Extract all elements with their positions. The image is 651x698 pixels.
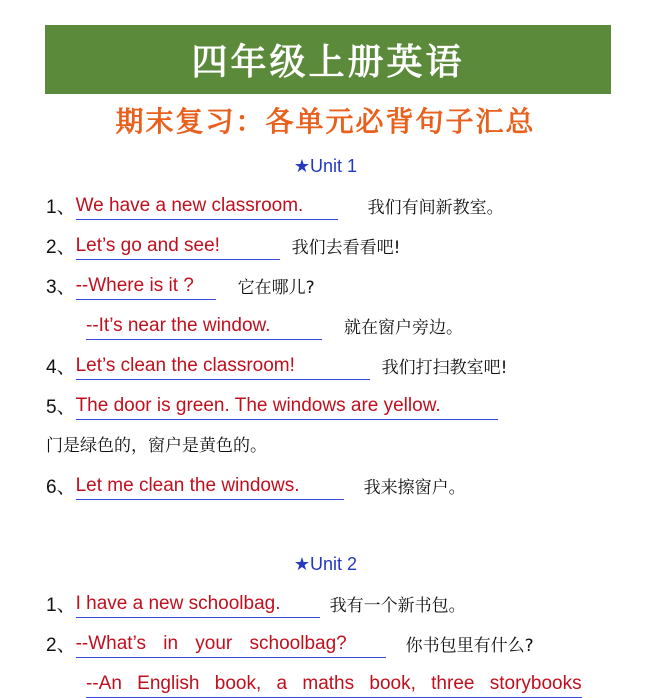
chinese-translation: 就在窗户旁边。 <box>344 318 463 338</box>
item-number: 5、 <box>46 397 76 418</box>
chinese-translation: 我们有间新教室。 <box>367 198 504 218</box>
unit-2-heading: ★Unit 2 <box>293 554 358 574</box>
unit-1-sentence-3 <box>46 272 315 300</box>
chinese-translation: 我有一个新书包。 <box>329 596 466 616</box>
title-banner <box>45 25 611 94</box>
unit-1-sentence-6 <box>46 472 466 500</box>
item-number: 1、 <box>46 197 76 218</box>
english-sentence: I have a new schoolbag. <box>76 592 320 618</box>
english-sentence: We have a new classroom. <box>76 194 338 220</box>
item-number: 4、 <box>46 357 76 378</box>
english-sentence: Let’s go and see! <box>76 234 280 260</box>
unit-1-sentence-5 <box>46 392 498 420</box>
item-number: 1、 <box>46 595 76 616</box>
chinese-translation: 我们打扫教室吧! <box>381 358 508 378</box>
english-sentence: --Where is it ? <box>76 274 216 300</box>
unit-1-heading: ★Unit 1 <box>293 156 358 176</box>
english-sentence: --An English book, a maths book, three storybooks <box>86 672 582 698</box>
unit-1-sentence-4 <box>46 352 507 380</box>
item-number: 3、 <box>46 277 76 298</box>
chinese-translation: 门是绿色的，窗户是黄色的。 <box>46 436 267 456</box>
chinese-translation: 它在哪儿? <box>237 278 315 298</box>
english-sentence: Let me clean the windows. <box>76 474 344 500</box>
unit-1-sentence-2 <box>46 232 400 260</box>
unit-1-sentence-3-answer <box>86 312 463 340</box>
unit-2-sentence-2-answer <box>86 670 582 698</box>
chinese-translation: 我来擦窗户。 <box>363 478 466 498</box>
unit-2-sentence-1 <box>46 590 466 618</box>
unit-1-sentence-5-translation <box>46 430 267 458</box>
chinese-translation: 我们去看看吧! <box>291 238 401 258</box>
chinese-translation: 你书包里有什么? <box>405 636 534 656</box>
unit-1-sentence-1 <box>46 192 504 220</box>
item-number: 2、 <box>46 237 76 258</box>
english-sentence: The door is green. The windows are yellow. <box>76 394 498 420</box>
page-subtitle: 期末复习：各单元必背句子汇总 <box>115 105 536 138</box>
page-title: 四年级上册英语 <box>191 42 465 83</box>
english-sentence: Let’s clean the classroom! <box>76 354 370 380</box>
unit-2-sentence-2 <box>46 630 534 658</box>
english-sentence: --What’s in your schoolbag? <box>76 632 386 658</box>
item-number: 2、 <box>46 635 76 656</box>
english-sentence: --It’s near the window. <box>86 314 322 340</box>
item-number: 6、 <box>46 477 76 498</box>
